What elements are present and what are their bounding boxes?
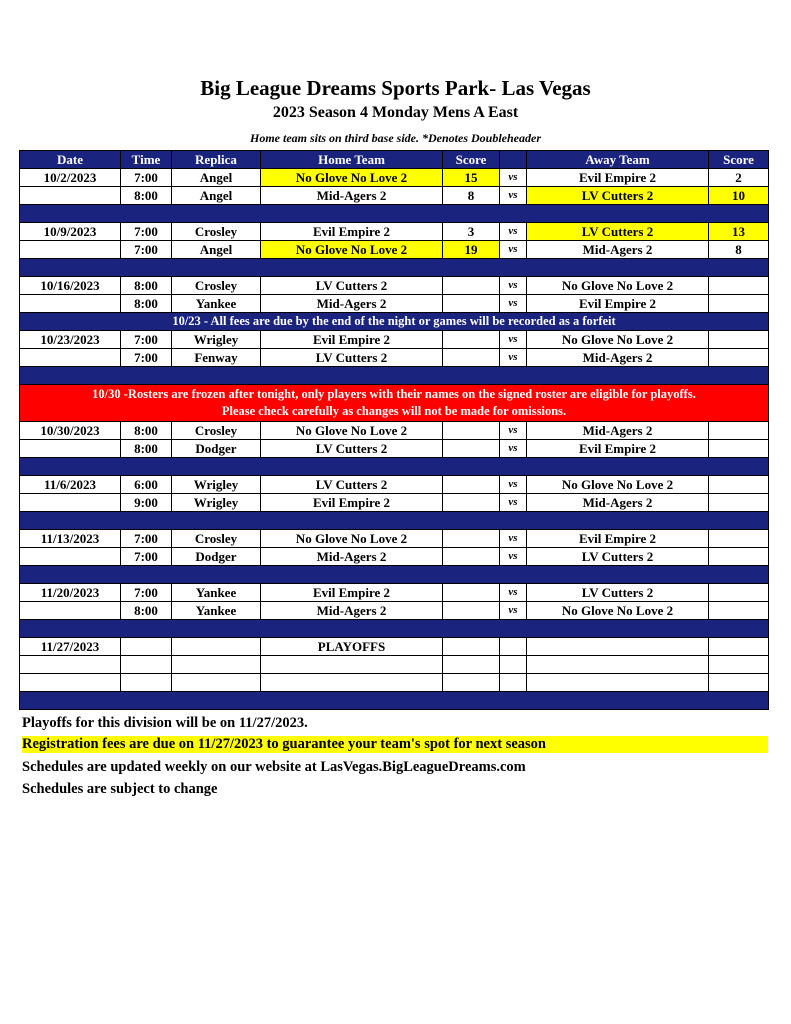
empty-cell [20,674,121,692]
away-team-cell: No Glove No Love 2 [527,476,709,494]
vs-cell: vs [500,295,527,313]
empty-cell [172,656,261,674]
empty-cell [261,674,443,692]
date-cell [20,295,121,313]
column-header-vs [500,151,527,169]
replica-cell: Crosley [172,530,261,548]
home-score-cell: 19 [443,241,500,259]
away-team-cell: Evil Empire 2 [527,295,709,313]
date-cell: 11/20/2023 [20,584,121,602]
footer-website-note: Schedules are updated weekly on our website at LasVegas.BigLeagueDreams.com [22,759,526,775]
roster-notice-row [20,385,769,422]
home-team-cell: No Glove No Love 2 [261,241,443,259]
away-team-cell: No Glove No Love 2 [527,277,709,295]
column-header-home-team: Home Team [261,151,443,169]
replica-cell: Yankee [172,295,261,313]
away-team-cell: LV Cutters 2 [527,548,709,566]
replica-cell: Yankee [172,584,261,602]
date-cell: 10/16/2023 [20,277,121,295]
date-cell [20,187,121,205]
table-row [20,187,769,205]
empty-row [20,656,769,674]
table-row [20,331,769,349]
separator-cell [20,367,769,385]
replica-cell: Dodger [172,548,261,566]
away-team-cell: No Glove No Love 2 [527,331,709,349]
separator-row [20,205,769,223]
date-cell [20,494,121,512]
vs-cell: vs [500,440,527,458]
vs-cell: vs [500,602,527,620]
time-cell: 9:00 [121,494,172,512]
separator-cell [20,692,769,710]
replica-cell: Crosley [172,422,261,440]
home-score-cell [443,295,500,313]
time-cell: 8:00 [121,422,172,440]
empty-cell [500,674,527,692]
away-team-cell: Mid-Agers 2 [527,494,709,512]
away-team-cell: Evil Empire 2 [527,530,709,548]
replica-cell: Wrigley [172,476,261,494]
home-team-cell: No Glove No Love 2 [261,530,443,548]
vs-cell: vs [500,494,527,512]
time-cell: 6:00 [121,476,172,494]
page-subtitle: 2023 Season 4 Monday Mens A East [272,104,519,121]
away-team-cell: No Glove No Love 2 [527,602,709,620]
home-score-cell [443,422,500,440]
time-cell: 7:00 [121,223,172,241]
vs-cell: vs [500,187,527,205]
separator-cell [20,205,769,223]
vs-cell: vs [500,476,527,494]
replica-cell: Dodger [172,440,261,458]
time-cell [121,638,172,656]
separator-row [20,259,769,277]
table-row [20,223,769,241]
time-cell: 7:00 [121,584,172,602]
empty-cell [121,674,172,692]
date-cell: 11/13/2023 [20,530,121,548]
column-header-time: Time [121,151,172,169]
home-score-cell [443,584,500,602]
away-score-cell [709,422,769,440]
home-team-cell: LV Cutters 2 [261,349,443,367]
fee-notice-text: 10/23 - All fees are due by the end of the night or games will be recorded as a forfeit [20,313,769,331]
away-score-cell [709,331,769,349]
empty-cell [443,674,500,692]
away-team-cell: LV Cutters 2 [527,223,709,241]
empty-cell [527,656,709,674]
table-row [20,169,769,187]
time-cell: 7:00 [121,331,172,349]
roster-notice-cell [20,385,769,422]
away-score-cell [709,476,769,494]
date-cell: 10/9/2023 [20,223,121,241]
separator-cell [20,566,769,584]
time-cell: 8:00 [121,602,172,620]
time-cell: 8:00 [121,187,172,205]
vs-cell: vs [500,530,527,548]
away-team-cell: Evil Empire 2 [527,440,709,458]
replica-cell: Angel [172,169,261,187]
home-score-cell [443,602,500,620]
away-team-cell: Mid-Agers 2 [527,241,709,259]
vs-cell [500,638,527,656]
home-score-cell [443,494,500,512]
replica-cell: Wrigley [172,494,261,512]
away-score-cell [709,530,769,548]
away-score-cell: 8 [709,241,769,259]
separator-row [20,458,769,476]
away-score-cell [709,277,769,295]
vs-cell: vs [500,422,527,440]
table-header-row [20,151,769,169]
away-score-cell [709,295,769,313]
separator-row [20,367,769,385]
home-team-cell: Evil Empire 2 [261,584,443,602]
home-team-cell: Mid-Agers 2 [261,602,443,620]
roster-notice-line1: 10/30 -Rosters are frozen after tonight, only players with their names on the signed roster are eligible for playoffs. [92,387,696,401]
time-cell: 7:00 [121,548,172,566]
column-header-date: Date [20,151,121,169]
separator-row [20,692,769,710]
table-row [20,277,769,295]
date-cell: 10/2/2023 [20,169,121,187]
empty-cell [20,656,121,674]
separator-cell [20,458,769,476]
separator-row [20,620,769,638]
vs-cell: vs [500,277,527,295]
away-team-cell: Mid-Agers 2 [527,422,709,440]
separator-cell [20,259,769,277]
time-cell: 7:00 [121,241,172,259]
table-row [20,584,769,602]
home-team-cell: Evil Empire 2 [261,494,443,512]
schedule-note: Home team sits on third base side. *Denotes Doubleheader [250,131,541,145]
time-cell: 8:00 [121,295,172,313]
empty-cell [261,656,443,674]
home-team-cell: Evil Empire 2 [261,223,443,241]
date-cell: 11/6/2023 [20,476,121,494]
table-row [20,530,769,548]
empty-cell [172,674,261,692]
home-team-cell: LV Cutters 2 [261,277,443,295]
empty-cell [709,674,769,692]
home-team-cell: Mid-Agers 2 [261,187,443,205]
schedule-body [20,169,769,710]
empty-cell [443,656,500,674]
separator-cell [20,620,769,638]
home-team-cell: No Glove No Love 2 [261,169,443,187]
home-team-cell: No Glove No Love 2 [261,422,443,440]
table-row [20,241,769,259]
date-cell [20,548,121,566]
fee-notice-row [20,313,769,331]
column-header-home-score: Score [443,151,500,169]
home-team-cell: Mid-Agers 2 [261,295,443,313]
home-team-cell: LV Cutters 2 [261,476,443,494]
away-score-cell [709,349,769,367]
column-header-away-score: Score [709,151,769,169]
date-cell [20,349,121,367]
date-cell [20,602,121,620]
table-row [20,295,769,313]
table-row [20,494,769,512]
separator-row [20,512,769,530]
away-team-cell [527,638,709,656]
home-score-cell: 3 [443,223,500,241]
home-team-cell: LV Cutters 2 [261,440,443,458]
replica-cell: Crosley [172,223,261,241]
home-score-cell [443,476,500,494]
time-cell: 7:00 [121,169,172,187]
roster-notice-line2: Please check carefully as changes will not be made for omissions. [221,404,567,418]
home-score-cell [443,530,500,548]
time-cell: 7:00 [121,349,172,367]
away-score-cell [709,602,769,620]
away-score-cell [709,638,769,656]
home-score-cell [443,440,500,458]
playoffs-row [20,638,769,656]
away-score-cell [709,548,769,566]
vs-cell: vs [500,223,527,241]
time-cell: 8:00 [121,277,172,295]
empty-cell [500,656,527,674]
empty-row [20,674,769,692]
table-row [20,548,769,566]
footer-playoffs-note: Playoffs for this division will be on 11/27/2023. [22,715,308,731]
footer-change-note: Schedules are subject to change [22,781,218,797]
table-row [20,440,769,458]
table-row [20,422,769,440]
home-score-cell [443,638,500,656]
away-score-cell: 10 [709,187,769,205]
replica-cell: Angel [172,241,261,259]
away-team-cell: LV Cutters 2 [527,584,709,602]
home-score-cell: 8 [443,187,500,205]
table-row [20,602,769,620]
home-score-cell [443,331,500,349]
date-cell [20,440,121,458]
away-score-cell: 13 [709,223,769,241]
away-team-cell: Evil Empire 2 [527,169,709,187]
playoffs-label: PLAYOFFS [261,638,443,656]
date-cell: 10/23/2023 [20,331,121,349]
replica-cell [172,638,261,656]
home-team-cell: Mid-Agers 2 [261,548,443,566]
page-title: Big League Dreams Sports Park- Las Vegas [200,76,591,100]
empty-cell [121,656,172,674]
column-header-away-team: Away Team [527,151,709,169]
date-cell: 10/30/2023 [20,422,121,440]
table-row [20,349,769,367]
column-header-replica: Replica [172,151,261,169]
home-score-cell: 15 [443,169,500,187]
table-row [20,476,769,494]
date-cell [20,241,121,259]
footer-registration-note: Registration fees are due on 11/27/2023 to guarantee your team's spot for next season [22,736,768,753]
home-score-cell [443,548,500,566]
empty-cell [527,674,709,692]
vs-cell: vs [500,349,527,367]
home-score-cell [443,277,500,295]
vs-cell: vs [500,548,527,566]
separator-cell [20,512,769,530]
home-team-cell: Evil Empire 2 [261,331,443,349]
replica-cell: Angel [172,187,261,205]
empty-cell [709,656,769,674]
away-team-cell: LV Cutters 2 [527,187,709,205]
away-team-cell: Mid-Agers 2 [527,349,709,367]
vs-cell: vs [500,331,527,349]
home-score-cell [443,349,500,367]
time-cell: 7:00 [121,530,172,548]
replica-cell: Crosley [172,277,261,295]
vs-cell: vs [500,241,527,259]
away-score-cell [709,440,769,458]
schedule-table [19,150,769,710]
date-cell: 11/27/2023 [20,638,121,656]
away-score-cell [709,494,769,512]
separator-row [20,566,769,584]
away-score-cell: 2 [709,169,769,187]
vs-cell: vs [500,169,527,187]
replica-cell: Wrigley [172,331,261,349]
away-score-cell [709,584,769,602]
vs-cell: vs [500,584,527,602]
replica-cell: Yankee [172,602,261,620]
time-cell: 8:00 [121,440,172,458]
replica-cell: Fenway [172,349,261,367]
